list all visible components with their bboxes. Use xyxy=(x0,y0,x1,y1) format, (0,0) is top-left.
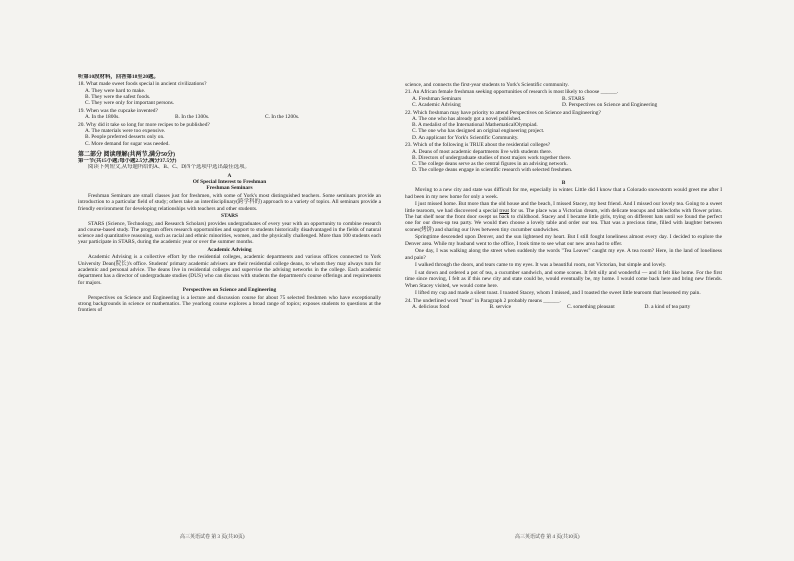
passage-b-paragraph-4: One day, I was walking along the street when suddenly the words "Tea Leaves" caught my eye. A tea room? Here, in the land of loneliness and pain? xyxy=(405,248,722,261)
question-22: 22. Which freshman may have priority to attend Perspectives on Science and Engineering? xyxy=(405,109,601,116)
paragraph-freshman-seminars: Freshman Seminars are small classes just for freshmen, with some of York's most distinguished teachers. Some seminars provide an introduction to a particular field of study; others take an interdisciplinary(跨学科的) approach to a variety of topics. All seminars provide a friendly environment for developing relationships with teachers and other students. xyxy=(78,193,381,212)
option-22c: C. The one who has designed an original engineering project. xyxy=(412,128,545,135)
option-24c: C. something pleasant xyxy=(567,303,615,310)
part-two-heading: 第二部分 阅读理解(共两节,满分50分) xyxy=(78,151,175,158)
passage-a-letter: A xyxy=(227,172,232,179)
option-19c: C. In the 1200s. xyxy=(265,114,300,121)
passage-b-letter: B xyxy=(561,179,566,186)
heading-academic-advising: Academic Advising xyxy=(207,246,252,253)
paragraph-stars: STARS (Science, Technology, and Research Scholars) provides undergraduates of every year with an opportunity to combine research and course-based study. The program offers research opportunities and support to students historically disadvantaged in the fields of natural science and quantitative reasoning, such as racial and ethnic minorities, women, and the physically challenged. More than 100 students each year participate in STARS, during the academic year or over the summer months. xyxy=(78,220,381,246)
option-19a: A. In the 1800s. xyxy=(85,114,120,121)
section-one-heading: 第一节(共15小题;每小题2.5分,满分37.5分) xyxy=(78,158,177,165)
question-23: 23. Which of the following is TRUE about the residential colleges? xyxy=(405,142,551,149)
p2-text-a: I just missed home. But more than the old house and the beach, I missed Stacey, my best friend. And I missed our lovely tea. Going to a sweet little tearoom, we had discovered a special xyxy=(405,201,722,214)
option-19b: B. In the 1300s. xyxy=(175,114,210,121)
paragraph-perspectives: Perspectives on Science and Engineering is a lecture and discussion course for about 75 selected freshmen who have exceptionally strong backgrounds in science or mathematics. The yearlong course explores a broad range of topics; exposes students to questions at the frontiers of xyxy=(78,294,381,314)
option-21a: A. Freshman Seminars xyxy=(412,95,462,102)
option-18a: A. They were hard to make. xyxy=(85,87,146,94)
p2-text-b: for us. The place was a Victorian dream, with delicate teacups and tablecloths with flower prints. The hat shelf near the front door swept us back to childhood. Stacey and I became little girls, trying on different hats until we found the perfect one for our dress-up tea party. We would then choose a lovely table and order our tea. That was a precious time, filled with laughter between scones(烤饼) and sharing our lives between tiny cucumber sandwiches. xyxy=(405,207,722,233)
underlined-word-treat: treat xyxy=(499,207,509,214)
question-19: 19. When was the cupcake invented? xyxy=(78,107,158,114)
option-23d: D. The college deans engage in scientific research with selected freshmen. xyxy=(412,167,573,174)
question-20: 20. Why did it take so long for more recipes to be published? xyxy=(78,121,210,128)
passage-b-paragraph-5: I walked through the doors, and tears came to my eyes. It was a beautiful room, not Victorian, but simple and lovely. xyxy=(415,262,667,269)
passage-b-paragraph-2 xyxy=(405,201,722,232)
option-21b: B. STARS xyxy=(562,95,585,102)
passage-b-paragraph-7: I lifted my cup and made a silent toast. I toasted Stacey, whom I missed, and I toasted the sweet little tearoom that lessened my pain. xyxy=(415,290,701,297)
option-24b: B. service xyxy=(489,303,512,310)
options-21-row2 xyxy=(405,102,722,108)
heading-freshman-seminars: Freshman Seminars xyxy=(206,185,253,192)
option-24a: A. delicious food xyxy=(412,303,450,310)
reading-instructions: 阅读下列短文,从每题所给的A、B、C、D四个选项中选出最佳选项。 xyxy=(88,164,250,171)
passage-a-continuation: science, and connects the first-year students to York's Scientific community. xyxy=(405,82,569,88)
paragraph-academic-advising: Academic Advising is a collective effort by the residential colleges, academic departments and various offices connected to York University Dean(院长)'s office. Students' primary academic advisers are their residential college deans, to whom they may always turn for academic and personal advice. The deans live in residential colleges and supervise the advising networks in the college. Each academic department has a director of undergraduate studies (DUS) who can discuss with students the department's course offerings and requirements for majors. xyxy=(78,254,381,286)
passage-b-paragraph-1: Moving to a new city and state was difficult for me, especially in winter. Little did I know that a Colorado snowstorm would greet me after I had been in my new home for only a week. xyxy=(405,187,722,200)
question-18: 18. What made sweet foods special in ancient civilizations? xyxy=(78,81,207,88)
option-18c: C. They were only for important persons. xyxy=(85,100,175,107)
listening-note: 听第10段材料，回答第18至20题。 xyxy=(78,74,159,80)
passage-b-paragraph-3: Springtime descended upon Denver, and the sun lightened my heart. But I still fought loneliness almost every day. I decided to explore the Denver area. While my husband went to the office, I took time to see what our new area had to offer. xyxy=(405,234,722,247)
option-22d: D. An applicant for York's Scientific Community. xyxy=(412,134,519,141)
option-23b: B. Directors of undergraduate studies of most majors work together there. xyxy=(412,154,572,161)
option-21c: C. Academic Advising xyxy=(412,102,461,109)
option-20c: C. More demand for sugar was needed. xyxy=(85,140,170,147)
option-24d: D. a kind of tea party xyxy=(644,303,691,310)
right-column xyxy=(405,82,722,310)
option-23a: A. Deans of most academic departments live with students there. xyxy=(412,148,552,155)
page-footer-right: 高三英语试卷 第 4 页(共10页) xyxy=(515,535,580,540)
option-20b: B. People preferred desserts only on. xyxy=(85,134,165,141)
option-22a: A. The one who has already got a novel published. xyxy=(412,115,522,122)
passage-b-paragraph-6: I sat down and ordered a pot of tea, a cucumber sandwich, and some scones. It felt silly and wonderful — and it felt like home. For the first time since moving, I felt as if this new city and state could be, would eventually be, my home. I would come back here and bring new friends. When Stacey visited, we would come here. xyxy=(405,269,722,289)
page-footer-left: 高三英语试卷 第 3 页(共10页) xyxy=(180,535,245,540)
option-18b: B. They were the safest foods. xyxy=(85,94,151,101)
options-19 xyxy=(78,114,381,120)
left-column xyxy=(78,74,381,314)
passage-a-title: Of Special Interest to Freshman xyxy=(192,179,267,186)
heading-perspectives: Perspectives on Science and Engineering xyxy=(182,286,277,293)
options-24 xyxy=(405,304,722,310)
heading-stars: STARS xyxy=(221,212,238,219)
option-20a: A. The materials were too expensive. xyxy=(85,127,166,134)
option-23c: C. The college deans serve as the central figures in an advising network. xyxy=(412,161,568,168)
option-21d: D. Perspectives on Science and Engineering xyxy=(562,102,658,109)
option-22b: B. A medalist of the International MathematicalOlympiad. xyxy=(412,122,538,129)
question-21: 21. An African female freshman seeking opportunities of research is most likely to choose ______. xyxy=(405,89,619,96)
question-24: 24. The underlined word "treat" in Paragraph 2 probably means ______. xyxy=(405,297,561,304)
